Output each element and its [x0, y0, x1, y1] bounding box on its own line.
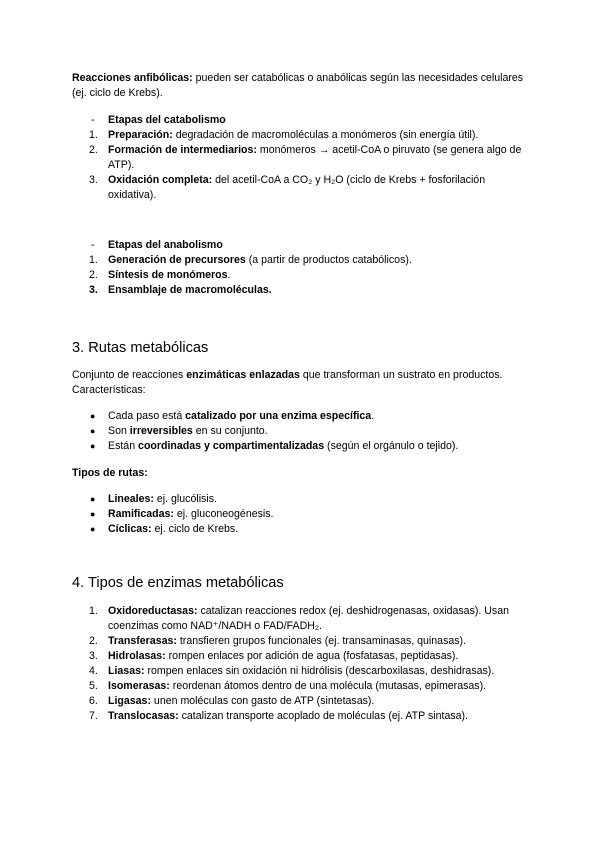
anfibolic-term: Reacciones anfibólicas:: [72, 72, 193, 84]
list-number: 7.: [89, 710, 98, 722]
item-text: Están: [108, 440, 139, 452]
list-item: [72, 649, 532, 664]
list-number: 2.: [89, 635, 98, 647]
item-bold: irreversibles: [129, 425, 193, 437]
characteristics-block: [72, 409, 532, 454]
list-item: [72, 128, 532, 143]
bullet-icon: ●: [90, 426, 96, 436]
stage-term: Oxidación completa:: [108, 174, 213, 186]
types-list: [72, 492, 532, 537]
stage-text: degradación de macromoléculas a monómeros (sin energía útil).: [172, 129, 479, 141]
section-4-heading: 4. Tipos de enzimas metabólicas: [72, 575, 284, 591]
enzyme-text: reordenan átomos dentro de una molécula (mutasas, epimerasas).: [169, 680, 487, 692]
item-text-end: (según el orgánulo o tejido).: [324, 440, 459, 452]
list-item: [72, 507, 532, 522]
list-item: [72, 694, 532, 709]
stage-term: Formación de intermediarios:: [108, 144, 257, 156]
anfibolic-paragraph: [72, 71, 532, 101]
list-item: [72, 492, 532, 507]
enzyme-text: transfieren grupos funcionales (ej. transaminasas, quinasas).: [176, 635, 467, 647]
list-item: [72, 709, 532, 724]
item-bold: coordinadas y compartimentalizadas: [138, 440, 325, 452]
enzymes-list: [72, 604, 532, 724]
stage-term: Preparación:: [108, 129, 173, 141]
type-term: Lineales:: [108, 493, 154, 505]
enzyme-text: unen moléculas con gasto de ATP (sintetasas).: [150, 695, 375, 707]
anabolism-header: [72, 238, 532, 253]
list-item: [72, 634, 532, 649]
section-4: [72, 574, 532, 592]
list-item: [72, 173, 532, 203]
enzyme-text: catalizan transporte acoplado de moléculas (ej. ATP sintasa).: [178, 710, 468, 722]
enzyme-text: rompen enlaces por adición de agua (fosfatasas, peptidasas).: [165, 650, 459, 662]
section-3-intro: [72, 368, 532, 398]
enzyme-term: Translocasas:: [108, 710, 179, 722]
list-item: [72, 664, 532, 679]
dash-marker: -: [91, 239, 95, 251]
stage-term: Generación de precursores: [108, 254, 246, 266]
type-term: Cíclicas:: [108, 523, 152, 535]
stage-text: monómeros → acetil-CoA o piruvato (se genera algo de ATP).: [108, 144, 522, 171]
list-item: [72, 283, 532, 298]
bullet-icon: ●: [90, 494, 96, 504]
enzyme-term: Oxidoreductasas:: [108, 605, 198, 617]
list-number: 2.: [89, 269, 98, 281]
list-number: 3.: [89, 650, 98, 662]
bullet-icon: ●: [90, 524, 96, 534]
catabolism-header: [72, 113, 532, 128]
type-term: Ramificadas:: [108, 508, 174, 520]
dash-marker: -: [91, 114, 95, 126]
bullet-icon: ●: [90, 441, 96, 451]
list-number: 2.: [89, 144, 98, 156]
anabolism-header-text: Etapas del anabolismo: [108, 239, 223, 251]
list-item: [72, 439, 532, 454]
stage-text: .: [227, 269, 231, 281]
list-item: [72, 409, 532, 424]
enzyme-text: rompen enlaces sin oxidación ni hidrólisis (descarboxilasas, deshidrasas).: [144, 665, 495, 677]
list-number: 6.: [89, 695, 98, 707]
item-bold: catalizado por una enzima específica: [185, 410, 372, 422]
stage-term: Ensamblaje de macromoléculas.: [108, 284, 272, 296]
list-item: [72, 268, 532, 283]
list-item: [72, 424, 532, 439]
stage-term: Síntesis de monómeros: [108, 269, 228, 281]
enzymes-block: [72, 604, 532, 724]
enzyme-term: Liasas:: [108, 665, 145, 677]
item-text-end: en su conjunto.: [192, 425, 268, 437]
type-text: ej. gluconeogénesis.: [173, 508, 274, 520]
section-3: [72, 339, 532, 357]
enzyme-term: Transferasas:: [108, 635, 177, 647]
stage-text: (a partir de productos catabólicos).: [245, 254, 412, 266]
item-text-end: .: [371, 410, 375, 422]
enzyme-term: Isomerasas:: [108, 680, 170, 692]
enzyme-term: Hidrolasas:: [108, 650, 166, 662]
list-number: 1.: [89, 605, 98, 617]
item-text: Cada paso está: [108, 410, 186, 422]
list-item: [72, 253, 532, 268]
list-number: 4.: [89, 665, 98, 677]
catabolism-header-text: Etapas del catabolismo: [108, 114, 226, 126]
list-item: [72, 604, 532, 634]
catabolism-header-list: [72, 113, 532, 128]
stage-text: del acetil-CoA a CO₂ y H₂O (ciclo de Krebs + fosforilación oxidativa).: [108, 174, 486, 201]
enzyme-text: catalizan reacciones redox (ej. deshidrogenasas, oxidasas). Usan coenzimas como NAD⁺/NADH o FAD/FADH₂.: [108, 605, 510, 632]
anabolism-section: [72, 238, 532, 298]
intro-text-end: que transforman un sustrato en productos. Características:: [72, 369, 503, 396]
anabolism-header-list: [72, 238, 532, 253]
list-number: 3.: [89, 174, 98, 186]
bullet-icon: ●: [90, 509, 96, 519]
item-text: Son: [108, 425, 130, 437]
list-item: [72, 522, 532, 537]
list-number: 5.: [89, 680, 98, 692]
enzyme-term: Ligasas:: [108, 695, 151, 707]
list-number: 1.: [89, 254, 98, 266]
anabolism-stages-list: [72, 253, 532, 298]
catabolism-section: [72, 113, 532, 203]
list-item: [72, 143, 532, 173]
list-item: [72, 679, 532, 694]
type-text: ej. glucólisis.: [153, 493, 217, 505]
bullet-icon: ●: [90, 411, 96, 421]
catabolism-stages-list: [72, 128, 532, 203]
types-block: [72, 492, 532, 537]
type-text: ej. ciclo de Krebs.: [151, 523, 239, 535]
intro-bold: enzimáticas enlazadas: [186, 369, 300, 381]
intro-text: Conjunto de reacciones: [72, 369, 187, 381]
section-3-heading: 3. Rutas metabólicas: [72, 340, 209, 356]
list-number: 1.: [89, 129, 98, 141]
types-title-block: [72, 466, 532, 481]
types-title: Tipos de rutas:: [72, 467, 148, 479]
list-number: 3.: [89, 284, 98, 296]
anfibolic-text: pueden ser catabólicas o anabólicas según las necesidades celulares (ej. ciclo de Krebs).: [72, 72, 524, 99]
characteristics-list: [72, 409, 532, 454]
